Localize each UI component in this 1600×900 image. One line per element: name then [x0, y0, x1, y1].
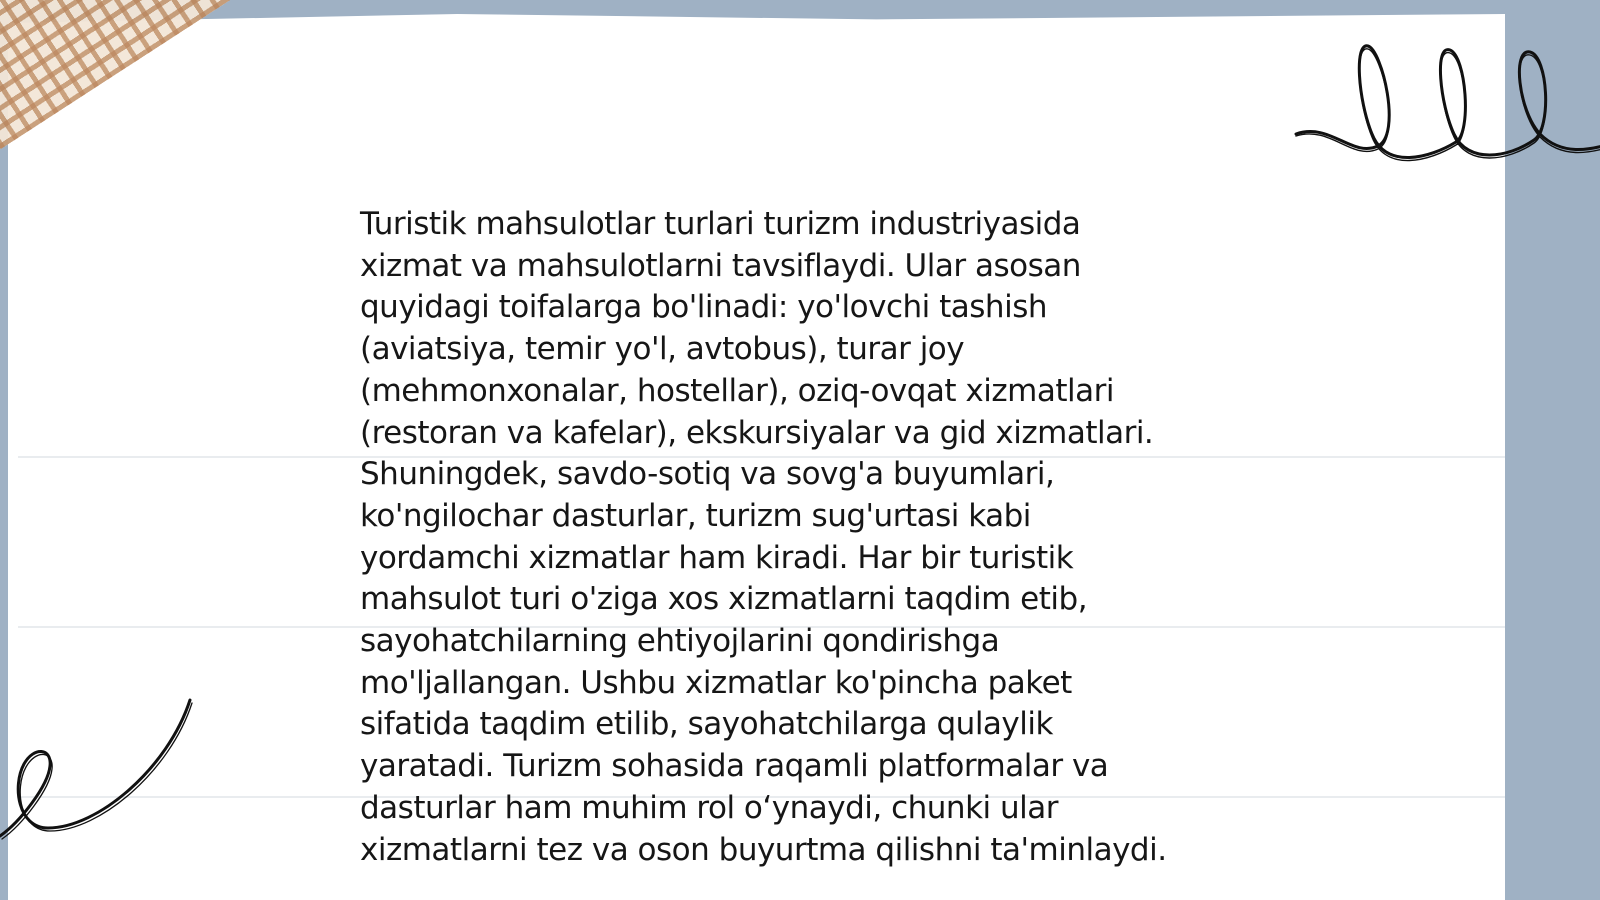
loop-swirl-icon: [1290, 30, 1600, 170]
body-paragraph: Turistik mahsulotlar turlari turizm industriyasida xizmat va mahsulotlarni tavsiflaydi. Ular asosan quyidagi toifalarga bo'linadi: yo'lovchi tashish (aviatsiya, temir yo'l, avtobus), turar joy (mehmonxonalar, hostellar), oziq-ovqat xizmatlari (restoran va kafelar), ekskursiyalar va gid xizmatlari. Shuningdek, savdo-sotiq va sovg'a buyumlari, ko'ngilochar dasturlar, turizm sug'urtasi kabi yordamchi xizmatlar ham kiradi. Har bir turistik mahsulot turi o'ziga xos xizmatlarni taqdim etib, sayohatchilarning ehtiyojlarini qondirishga mo'ljallangan. Ushbu xizmatlar ko'pincha paket sifatida taqdim etilib, sayohatchilarga qulaylik yaratadi. Turizm sohasida raqamli platformalar va dasturlar ham muhim rol o‘ynaydi, chunki ular xizmatlarni tez va oson buyurtma qilishni ta'minlaydi.: [360, 206, 1167, 868]
loop-swirl-icon: [0, 690, 210, 850]
